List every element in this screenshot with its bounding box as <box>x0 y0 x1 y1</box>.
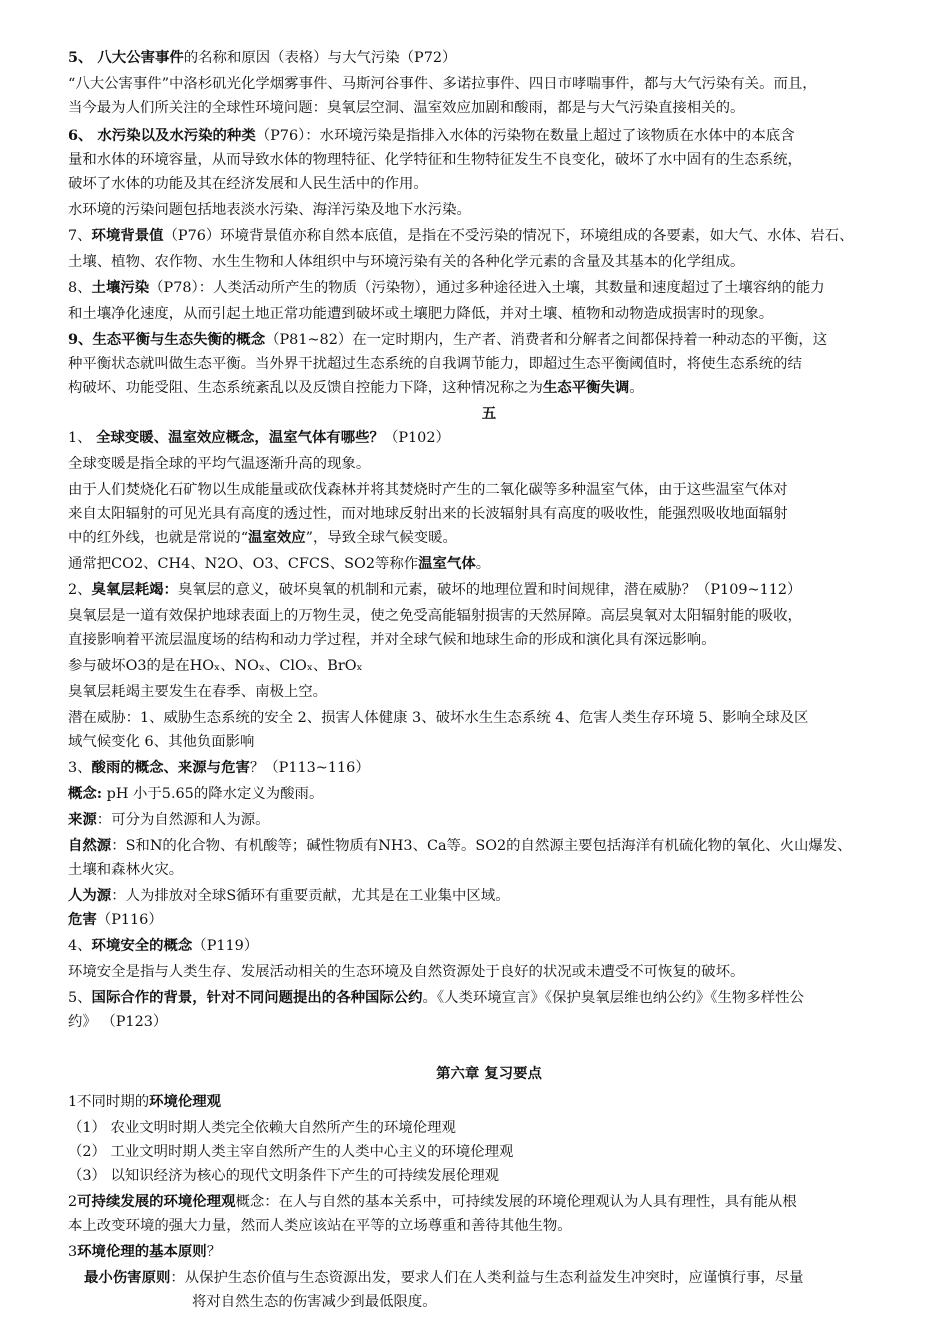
plain-text: 破坏了水体的功能及其在经济发展和人民生活中的作用。 <box>68 176 428 192</box>
plain-text: 。 <box>629 380 644 396</box>
bold-text: 环境伦理观 <box>149 1093 222 1110</box>
plain-text: 1不同时期的 <box>68 1094 150 1110</box>
plain-text: 构破坏、功能受阻、生态系统紊乱以及反馈自控能力下降，这种情况称之为 <box>68 380 543 396</box>
plain-text: pH 小于5.65的降水定义为酸雨。 <box>102 786 324 802</box>
bold-text: 危害 <box>68 911 97 928</box>
bold-text: 土壤污染 <box>91 279 150 296</box>
plain-text: 当今最为人们所关注的全球性环境问题：臭氧层空洞、温室效应加剧和酸雨，都是与大气污染直接相关的。 <box>68 100 745 116</box>
bold-text: 环境安全的概念 <box>91 937 193 954</box>
bold-text: 全球变暖、温室效应概念，温室气体有哪些？ <box>96 429 384 446</box>
text-line <box>68 198 910 222</box>
bold-text: 环境背景值 <box>91 227 164 244</box>
plain-text: （P78）：人类活动所产生的物质（污染物），通过多种途径进入土壤，其数量和速度超过了土壤容纳的能力 <box>149 280 825 296</box>
text-line <box>68 1010 910 1034</box>
plain-text: （P76）：水环境污染是指排入水体的污染物在数量上超过了该物质在水体中的本底含 <box>255 128 795 144</box>
text-line <box>68 302 910 326</box>
plain-text: 的名称和原因（表格）与大气污染（P72） <box>183 50 457 66</box>
plain-text: 量和水体的环境容量，从而导致水体的物理特征、化学特征和生物特征发生不良变化，破坏了水中固有的生态系统， <box>68 152 802 168</box>
text-line <box>68 1140 910 1164</box>
text-line <box>68 172 910 196</box>
text-line <box>68 1116 910 1140</box>
plain-text: ：S和N的化合物、有机酸等；碱性物质有NH3、Ca等。SO2的自然源主要包括海洋有机硫化物的氧化、火山爆发、 <box>111 838 852 854</box>
text-line <box>68 426 910 450</box>
text-line <box>68 552 910 576</box>
plain-text: 域气候变化 6、其他负面影响 <box>68 734 255 750</box>
plain-text: 种平衡状态就叫做生态平衡。当外界干扰超过生态系统的自我调节能力，即超过生态平衡阈值时，将使生态系统的结 <box>68 356 802 372</box>
plain-text: 2、 <box>68 582 92 598</box>
text-line <box>68 1090 910 1114</box>
text-line <box>68 680 910 704</box>
text-line <box>68 124 910 148</box>
text-line <box>68 578 910 602</box>
plain-text: 臭氧层耗竭主要发生在春季、南极上空。 <box>68 684 328 700</box>
bold-text: 自然源 <box>68 837 112 854</box>
section-heading <box>68 402 910 426</box>
text-line <box>68 46 910 70</box>
bold-text: 6、 水污染以及水污染的种类 <box>68 127 256 144</box>
plain-text: 臭氧层的意义，破坏臭氧的机制和元素，破坏的地理位置和时间规律，潜在威胁？（P109~112） <box>177 582 802 598</box>
plain-text: 潜在威胁：1、威胁生态系统的安全 2、损害人体健康 3、破坏水生生态系统 4、危害人类生存环境 5、影响全球及区 <box>68 710 809 726</box>
plain-text: 将对自然生态的伤害减少到最低限度。 <box>192 1294 437 1310</box>
text-line <box>68 224 910 248</box>
plain-text: 环境安全是指与人类生存、发展活动相关的生态环境及自然资源处于良好的状况或未遭受不可恢复的破坏。 <box>68 964 745 980</box>
plain-text: 7、 <box>68 228 92 244</box>
text-line <box>68 72 910 96</box>
text-line <box>68 478 910 502</box>
plain-text: 2 <box>68 1194 78 1210</box>
plain-text: 3 <box>68 1244 78 1260</box>
bold-text: 环境伦理的基本原则 <box>77 1243 207 1260</box>
plain-text: 由于人们焚烧化石矿物以生成能量或砍伐森林并将其焚烧时产生的二氧化碳等多种温室气体，由于这些温室气体对 <box>68 482 788 498</box>
plain-text: “八大公害事件”中洛杉矶光化学烟雾事件、马斯河谷事件、多诺拉事件、四日市哮喘事件，都与大气污染有关。而且， <box>68 76 817 92</box>
bold-text: 第六章 复习要点 <box>436 1065 542 1082</box>
text-line <box>68 808 910 832</box>
plain-text: （1） 农业文明时期人类完全依赖大自然所产生的环境伦理观 <box>68 1120 456 1136</box>
plain-text: 。 <box>475 556 491 572</box>
plain-text: 和土壤净化速度，从而引起土地正常功能遭到破坏或土壤肥力降低，并对土壤、植物和动物造成损害时的现象。 <box>68 306 774 322</box>
text-line <box>68 352 910 376</box>
plain-text: 3、 <box>68 760 92 776</box>
bold-text: 国际合作的背景，针对不同问题提出的各种国际公约 <box>91 989 423 1006</box>
plain-text: （P116） <box>96 912 163 928</box>
text-line <box>68 628 910 652</box>
text-line <box>68 148 910 172</box>
text-line <box>68 1240 910 1264</box>
plain-text: 来自太阳辐射的可见光具有高度的透过性，而对地球反射出来的长波辐射具有高度的吸收性，能强烈吸收地面辐射 <box>68 506 788 522</box>
plain-text: （3） 以知识经济为核心的现代文明条件下产生的可持续发展伦理观 <box>68 1168 500 1184</box>
text-line <box>68 730 910 754</box>
bold-text: 9、生态平衡与生态失衡的概念 <box>68 331 266 348</box>
plain-text: （P102） <box>383 430 450 446</box>
text-line <box>68 526 910 550</box>
text-line <box>68 376 910 400</box>
bold-text: 5、 八大公害事件 <box>68 49 184 66</box>
plain-text: 。《人类环境宣言》《保护臭氧层维也纳公约》《生物多样性公 <box>422 990 804 1006</box>
bold-text: 来源 <box>68 811 97 828</box>
plain-text: 本上改变环境的强大力量，然而人类应该站在平等的立场尊重和善待其他生物。 <box>68 1218 572 1234</box>
text-line <box>68 328 910 352</box>
bold-text: 概念: <box>68 785 103 802</box>
plain-text: 4、 <box>68 938 92 954</box>
text-line <box>68 604 910 628</box>
plain-text: 土壤、植物、农作物、水生生物和人体组织中与环境污染有关的各种化学元素的含量及其基本的化学组成。 <box>68 254 745 270</box>
plain-text: ：可分为自然源和人为源。 <box>96 812 270 828</box>
plain-text: 臭氧层是一道有效保护地球表面上的万物生灵，使之免受高能辐射损害的天然屏障。高层臭氧对太阳辐射能的吸收， <box>68 608 802 624</box>
text-line <box>68 834 910 858</box>
text-line <box>68 858 910 882</box>
plain-text: 直接影响着平流层温度场的结构和动力学过程，并对全球气候和地球生命的形成和演化具有深远影响。 <box>68 632 716 648</box>
text-line <box>68 654 910 678</box>
plain-text: 土壤和森林火灾。 <box>68 862 184 878</box>
text-line <box>68 884 910 908</box>
text-line <box>68 1290 910 1314</box>
text-line <box>68 502 910 526</box>
text-line <box>68 986 910 1010</box>
plain-text: 参与破坏O3的是在HOₓ、NOₓ、ClOₓ、BrOₓ <box>68 658 363 674</box>
plain-text: （P81~82）在一定时期内，生产者、消费者和分解者之间都保持着一种动态的平衡，这 <box>265 332 828 348</box>
text-line <box>68 1190 910 1214</box>
bold-text: 酸雨的概念、来源与危害 <box>91 759 250 776</box>
bold-text: 臭氧层耗竭： <box>91 581 178 598</box>
text-line <box>68 706 910 730</box>
plain-text: ：从保护生态价值与生态资源出发，要求人们在人类利益与生态利益发生冲突时，应谨慎行事，尽量 <box>170 1270 804 1286</box>
plain-text: ？ <box>206 1244 222 1260</box>
plain-text: ？（P113~116） <box>249 760 370 776</box>
text-line <box>68 756 910 780</box>
plain-text: ：人为排放对全球S循环有重要贡献，尤其是在工业集中区域。 <box>111 888 510 904</box>
bold-text: 可持续发展的环境伦理观 <box>77 1193 236 1210</box>
bold-text: 最小伤害原则 <box>84 1269 171 1286</box>
bold-text: 人为源 <box>68 887 112 904</box>
text-line <box>68 1214 910 1238</box>
text-line <box>68 96 910 120</box>
text-line <box>68 934 910 958</box>
bold-text: 温室效应 <box>248 529 306 546</box>
plain-text: （P76）环境背景值亦称自然本底值，是指在不受污染的情况下，环境组成的各要素，如大气、水体、岩石、 <box>163 228 854 244</box>
text-line <box>68 452 910 476</box>
section-heading <box>68 1062 910 1086</box>
text-line <box>68 1036 910 1060</box>
bold-text: 五 <box>481 405 497 422</box>
text-line <box>68 1266 910 1290</box>
bold-text: 生态平衡失调 <box>542 379 630 396</box>
plain-text: 概念：在人与自然的基本关系中，可持续发展的环境伦理观认为人具有理性，具有能从根 <box>235 1194 797 1210</box>
text-line <box>68 276 910 300</box>
plain-text: 5、 <box>68 990 92 1006</box>
plain-text: 通常把CO2、CH4、N2O、O3、CFCS、SO2等称作 <box>68 556 419 572</box>
plain-text: （2） 工业文明时期人类主宰自然所产生的人类中心主义的环境伦理观 <box>68 1144 514 1160</box>
text-line <box>68 1164 910 1188</box>
text-line <box>68 960 910 984</box>
bold-text: 温室气体 <box>418 555 476 572</box>
text-line <box>68 908 910 932</box>
plain-text: 1、 <box>68 430 97 446</box>
plain-text: （P119） <box>192 938 259 954</box>
plain-text: 8、 <box>68 280 92 296</box>
plain-text: 中的红外线，也就是常说的“ <box>68 530 249 546</box>
plain-text: 水环境的污染问题包括地表淡水污染、海洋污染及地下水污染。 <box>68 202 471 218</box>
plain-text: ”，导致全球气候变暖。 <box>305 530 457 546</box>
plain-text: 全球变暖是指全球的平均气温逐渐升高的现象。 <box>68 456 371 472</box>
text-line <box>68 782 910 806</box>
text-line <box>68 250 910 274</box>
plain-text: 约》 （P123） <box>68 1014 168 1030</box>
